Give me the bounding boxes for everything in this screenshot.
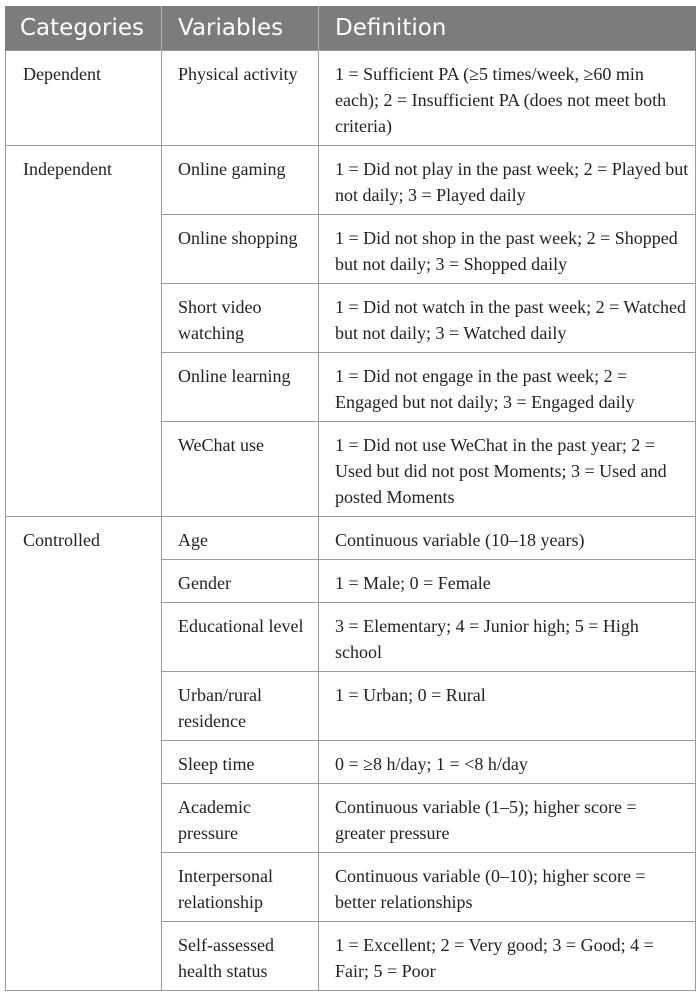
variable-cell: Online shopping [162,215,319,284]
definition-cell: 1 = Sufficient PA (≥5 times/week, ≥60 min each); 2 = Insufficient PA (does not meet both criteria) [319,51,696,146]
definition-cell: 1 = Did not watch in the past week; 2 = Watched but not daily; 3 = Watched daily [319,284,696,353]
header-definition: Definition [319,6,696,51]
definition-cell: 3 = Elementary; 4 = Junior high; 5 = High school [319,603,696,672]
definition-cell: 1 = Male; 0 = Female [319,560,696,603]
definition-cell: Continuous variable (1–5); higher score = greater pressure [319,784,696,853]
definition-cell: 1 = Excellent; 2 = Very good; 3 = Good; 4 = Fair; 5 = Poor [319,922,696,991]
table-body [6,51,696,991]
variable-cell: Age [162,517,319,560]
variables-table [5,6,696,991]
table-row [6,51,696,146]
variable-cell: Interpersonal relationship [162,853,319,922]
header-row [6,6,696,51]
category-cell: Independent [6,146,162,517]
table-row [6,517,696,560]
header-categories: Categories [6,6,162,51]
definition-cell: 1 = Did not shop in the past week; 2 = Shopped but not daily; 3 = Shopped daily [319,215,696,284]
variable-cell: Self-assessed health status [162,922,319,991]
variable-cell: Academic pressure [162,784,319,853]
definition-cell: Continuous variable (10–18 years) [319,517,696,560]
variable-cell: Online learning [162,353,319,422]
variable-cell: Short video watching [162,284,319,353]
variable-cell: Sleep time [162,741,319,784]
variable-cell: Online gaming [162,146,319,215]
table-row [6,146,696,215]
header-variables: Variables [162,6,319,51]
category-cell: Dependent [6,51,162,146]
category-cell: Controlled [6,517,162,991]
variable-cell: Urban/rural residence [162,672,319,741]
definition-cell: 1 = Did not engage in the past week; 2 = Engaged but not daily; 3 = Engaged daily [319,353,696,422]
definition-cell: 0 = ≥8 h/day; 1 = <8 h/day [319,741,696,784]
definition-cell: Continuous variable (0–10); higher score = better relationships [319,853,696,922]
variable-cell: WeChat use [162,422,319,517]
variable-cell: Educational level [162,603,319,672]
definition-cell: 1 = Did not play in the past week; 2 = Played but not daily; 3 = Played daily [319,146,696,215]
variable-cell: Gender [162,560,319,603]
definition-cell: 1 = Urban; 0 = Rural [319,672,696,741]
definition-cell: 1 = Did not use WeChat in the past year; 2 = Used but did not post Moments; 3 = Used and posted Moments [319,422,696,517]
variable-cell: Physical activity [162,51,319,146]
